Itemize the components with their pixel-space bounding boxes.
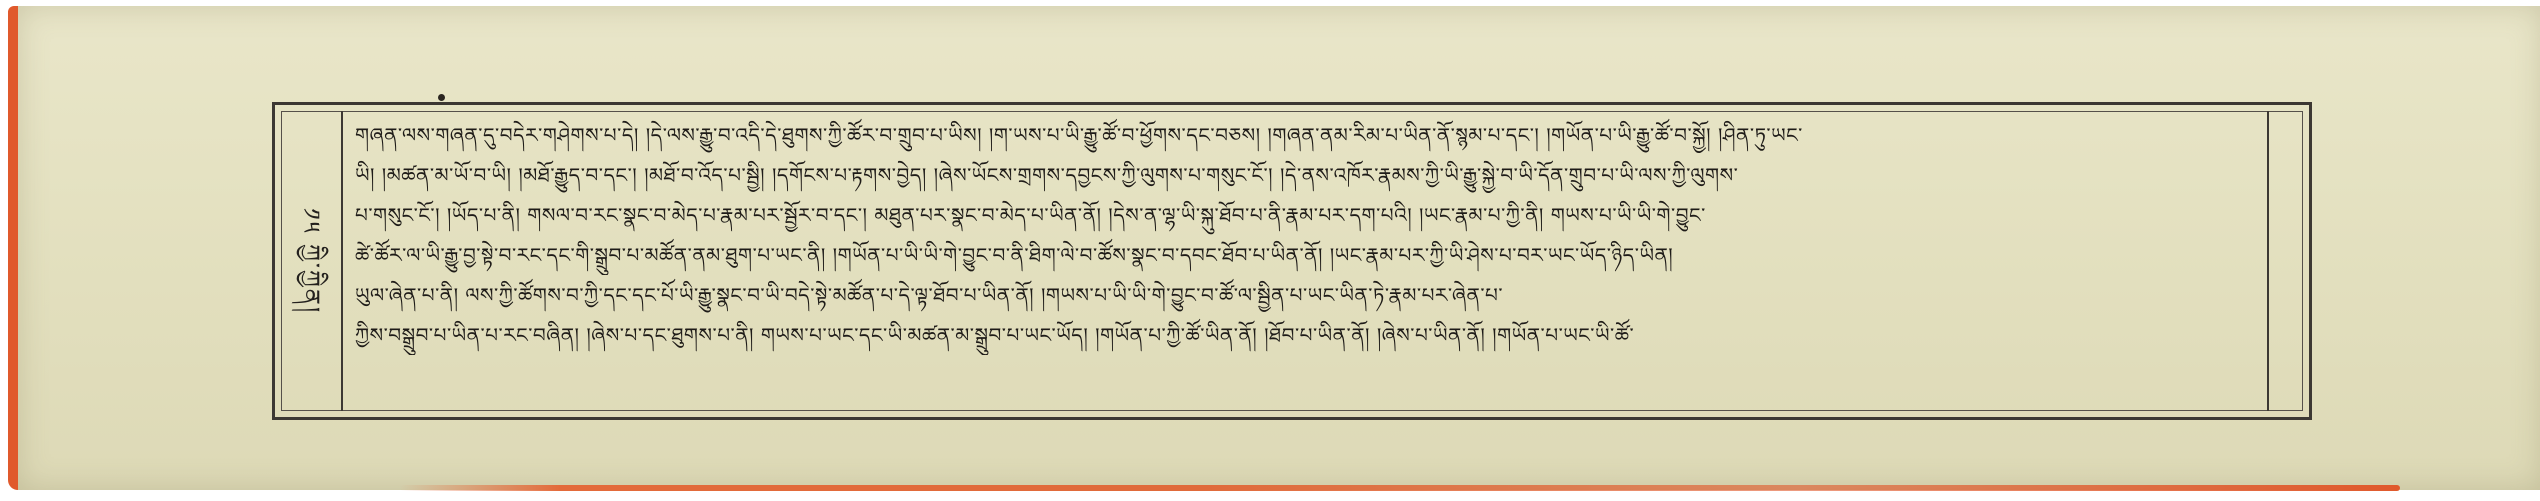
left-margin-column — [281, 111, 343, 411]
text-line: ཚེ་ཚོར་ལ་ཡི་རྒྱུ་བྱ་སྟེ་བ་རང་དང་གི་སྒྲུབ་པ་མཚོན་ནམ་ཐུག་པ་ཡང་ནི། །གཡོན་པ་ཡི་ཡི་གེ་བྱུང་བ་ནི་ཐིག་ལེ་བ་ཚོས་སྣང་བ་དབང་ཐོབ་པ་ཡིན་ནོ། །ཡང་རྣམ་པར་ཀྱི་ཡི་ཤེས་པ་བར་ཡང་ཡོད་ཉིད་ཡིན། — [355, 243, 1674, 267]
text-line: ཡི། །མཚན་མ་ཡོ་བ་ཡི། །མཐོ་རྒྱུད་བ་དང་། །མཐོ་བ་འོད་པ་སྦྱི། །དགོངས་པ་རྟགས་བྱེད། །ཞེས་ཡོངས་གྲགས་དབྱངས་ཀྱི་ལུགས་པ་གསུང་ངོ་། །དེ་ནས་འཁོར་རྣམས་ཀྱི་ཡི་རྒྱུ་སྐྱེ་བ་ཡི་དོན་གྲུབ་པ་ཡི་ལས་ཀྱི་ལུགས་ — [355, 163, 1739, 187]
text-line: པ་གསུང་ངོ་། །ཡོད་པ་ནི། གསལ་བ་རང་སྣང་བ་མེད་པ་རྣམ་པར་སྦྱོར་བ་དང་། མཐུན་པར་སྣང་བ་མེད་པ་ཡིན་ནོ། །དེས་ན་ལྷ་ཡི་སྐུ་ཐོབ་པ་ནི་རྣམ་པར་དག་པའི། །ཡང་རྣམ་པ་ཀྱི་ནི། གཡས་པ་ཡི་ཡི་གེ་བྱུང་ — [355, 203, 1706, 227]
folio-margin-label: ༡༥ ཀྱི་ཀྱིན། — [297, 207, 325, 315]
text-line: ཡུལ་ཞེན་པ་ནི། ལས་ཀྱི་ཚོགས་བ་ཀྱི་དང་དང་པོ་ཡི་རྒྱུ་སྣང་བ་ཡི་བདེ་སྟེ་མཚོན་པ་དེ་ལྟ་ཐོབ་པ་ཡིན་ནོ། །གཡས་པ་ཡི་ཡི་གེ་བྱུང་བ་ཚོ་ལ་སྦྱིན་པ་ཡང་ཡིན་ཏེ་རྣམ་པར་ཞེན་པ་ — [355, 283, 1504, 307]
text-line: ཀྱིས་བསྒྲུབ་པ་ཡིན་པ་རང་བཞིན། །ཞེས་པ་དང་ཐུགས་པ་ནི། གཡས་པ་ཡང་དང་ཡི་མཚན་མ་སྒྲུབ་པ་ཡང་ཡོད། །གཡོན་པ་ཀྱི་ཚོ་ཡིན་ནོ། །ཐོབ་པ་ཡིན་ནོ། །ཞེས་པ་ཡིན་ནོ། །གཡོན་པ་ཡང་ཡི་ཚོ་ — [355, 323, 1635, 347]
right-margin-column — [2267, 111, 2303, 411]
text-line: གཞན་ལས་གཞན་དུ་བདེར་གཤེགས་པ་དེ། །དེ་ལས་རྒྱུ་བ་འདི་དེ་ཐུགས་ཀྱི་ཚོར་བ་གྲུབ་པ་ཡིས། །ག་ཡས་པ་ཡི་རྒྱུ་ཚོ་བ་ཕྱོགས་དང་བཅས། །གཞན་ནམ་རིམ་པ་ཡིན་ནོ་སྙམ་པ་དང་། །གཡོན་པ་ཡི་རྒྱུ་ཚོ་བ་སྐྱོ། །ཤིན་ཏུ་ཡང་ — [355, 123, 1803, 147]
text-body — [355, 115, 2265, 405]
red-edge-stain — [400, 485, 2400, 491]
ink-speck — [438, 94, 445, 101]
text-frame — [272, 102, 2312, 420]
